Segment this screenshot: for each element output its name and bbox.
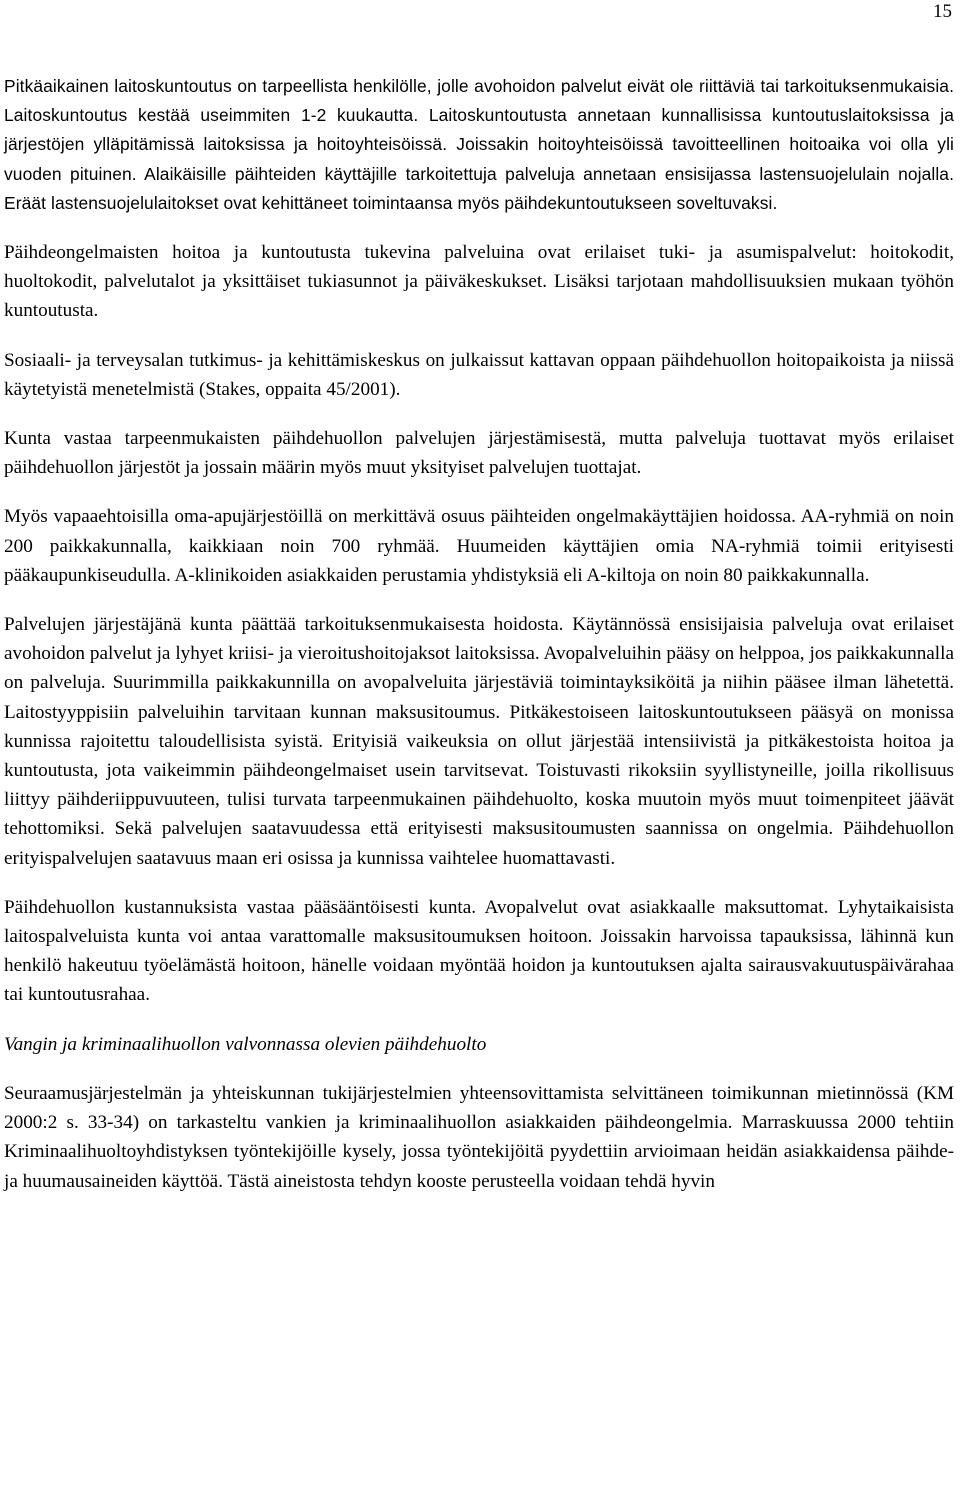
paragraph-7: Päihdehuollon kustannuksista vastaa pääsääntöisesti kunta. Avopalvelut ovat asiakkaalle maksuttomat. Lyhytaikaisista laitospalveluista kunta voi antaa varattomalle maksusitoumuksen hoitoon. Joissakin harvoissa tapauksissa, lähinnä kun henkilö hakeutuu työelämästä hoitoon, hänelle voidaan myöntää hoidon ja kuntoutuksen ajalta sairausvakuutuspäivärahaa tai kuntoutusrahaa. bbox=[4, 896, 954, 1006]
page-number: 15 bbox=[933, 1, 952, 22]
paragraph-1: Pitkäaikainen laitoskuntoutus on tarpeellista henkilölle, jolle avohoidon palvelut eivät ole riittäviä tai tarkoituksenmukaisia. Laitoskuntoutus kestää useimmiten 1-2 kuukautta. Laitoskuntoutusta annetaan kunnallisissa kuntoutuslaitoksissa ja järjestöjen ylläpitämissä laitoksissa ja hoitoyhteisöissä. Joissakin hoitoyhteisöissä tavoitteellinen hoitoaika voi olla yli vuoden pituinen. Alaikäisille päihteiden käyttäjille tarkoitettuja palveluja annetaan ensisijassa lastensuojelulain nojalla. Eräät lastensuojelulaitokset ovat kehittäneet toimintaansa myös päihdekuntoutukseen soveltuvaksi. bbox=[4, 76, 954, 213]
paragraph-4: Kunta vastaa tarpeenmukaisten päihdehuollon palvelujen järjestämisestä, mutta palveluja tuottavat myös erilaiset päihdehuollon järjestöt ja jossain määrin myös muut yksityiset palvelujen tuottajat. bbox=[4, 428, 954, 479]
section-heading: Vangin ja kriminaalihuollon valvonnassa olevien päihdehuolto bbox=[4, 1033, 487, 1055]
document-body bbox=[4, 72, 954, 1216]
paragraph-6: Palvelujen järjestäjänä kunta päättää tarkoituksenmukaisesta hoidosta. Käytännössä ensisijaisia palveluja ovat erilaiset avohoidon palvelut ja lyhyet kriisi- ja vieroitushoitojaksot laitoksissa. Avopalveluihin pääsy on helppoa, jos paikkakunnalla on palveluja. Suurimmilla paikkakunnilla on avopalveluita järjestäviä toimintayksiköitä ja niihin pääsee ilman lähetettä. Laitostyyppisiin palveluihin tarvitaan kunnan maksusitoumus. Pitkäkestoiseen laitoskuntoutukseen pääsyä on monissa kunnissa rajoitettu taloudellisista syistä. Erityisiä vaikeuksia on ollut järjestää intensiivistä ja pitkäkestoista hoitoa ja kuntoutusta, jota vaikeimmin päihdeongelmaiset usein tarvitsevat. Toistuvasti rikoksiin syyllistyneille, joilla rikollisuus liittyy päihderiippuvuuteen, tulisi turvata tarpeenmukainen päihdehuolto, koska muutoin myös muut toimenpiteet jäävät tehottomiksi. Sekä palvelujen saatavuudessa että erityisesti maksusitoumusten saannissa on ongelmia. Päihdehuollon erityispalvelujen saatavuus maan eri osissa ja kunnissa vaihtelee huomattavasti. bbox=[4, 614, 954, 869]
paragraph-5: Myös vapaaehtoisilla oma-apujärjestöillä on merkittävä osuus päihteiden ongelmakäyttäjien hoidossa. AA-ryhmiä on noin 200 paikkakunnalla, kaikkiaan noin 700 ryhmää. Huumeiden käyttäjien omia NA-ryhmiä toimii erityisesti pääkaupunkiseudulla. A-klinikoiden asiakkaiden perustamia yhdistyksiä eli A-kiltoja on noin 80 paikkakunnalla. bbox=[4, 506, 954, 586]
paragraph-2: Päihdeongelmaisten hoitoa ja kuntoutusta tukevina palveluina ovat erilaiset tuki- ja asumispalvelut: hoitokodit, huoltokodit, palvelutalot ja yksittäiset tukiasunnot ja päiväkeskukset. Lisäksi tarjotaan mahdollisuuksien mukaan työhön kuntoutusta. bbox=[4, 242, 954, 322]
paragraph-8: Seuraamusjärjestelmän ja yhteiskunnan tukijärjestelmien yhteensovittamista selvittäneen toimikunnan mietinnössä (KM 2000:2 s. 33-34) on tarkasteltu vankien ja kriminaalihuollon asiakkaiden päihdeongelmia. Marraskuussa 2000 tehtiin Kriminaalihuoltoyhdistyksen työntekijöille kysely, jossa työntekijöitä pyydettiin arvioimaan heidän asiakkaidensa päihde- ja huumausaineiden käyttöä. Tästä aineistosta tehdyn kooste perusteella voidaan tehdä hyvin bbox=[4, 1082, 954, 1192]
paragraph-3: Sosiaali- ja terveysalan tutkimus- ja kehittämiskeskus on julkaissut kattavan oppaan päihdehuollon hoitopaikoista ja niissä käytetyistä menetelmistä (Stakes, oppaita 45/2001). bbox=[4, 349, 954, 400]
